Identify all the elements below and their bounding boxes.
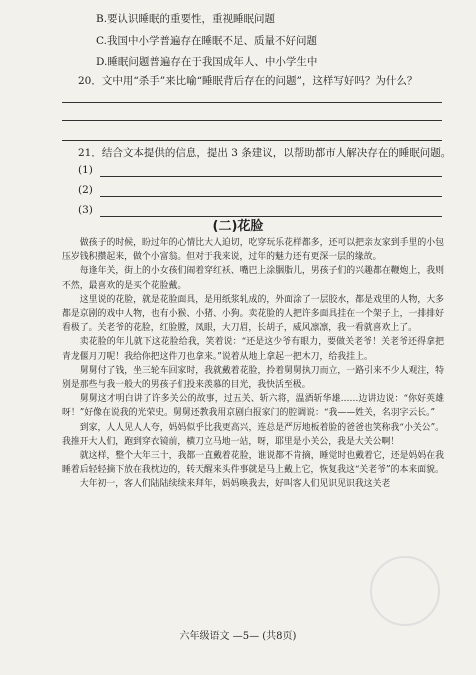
answer-line[interactable] bbox=[62, 120, 442, 121]
page-footer: 六年级语文 —5— (共8页) bbox=[179, 631, 297, 642]
paragraph: 每逢年关，街上的小女孩们闹着穿红袄、嘴巴上涂胭脂儿，男孩子们的兴趣都在鞭炮上，我则不然，最喜欢的是买个花脸戴。 bbox=[62, 266, 444, 291]
watermark-seal bbox=[370, 556, 440, 626]
answer-label-2: (2) bbox=[78, 184, 93, 196]
option-d: D.睡眠问题普遍存在于我国成年人、中小学生中 bbox=[96, 56, 318, 68]
answer-line[interactable] bbox=[100, 176, 442, 177]
paragraph: 舅舅这才明白讲了许多关公的故事，过五关、斩六将，温酒斩华雄……边讲边说：“你好英雄呀！”好像在说我的光荣史。舅舅还教我用京剧白报家门的腔调说：“我——姓关，名羽字云长。” bbox=[62, 394, 444, 419]
paragraph: 大年初一，客人们陆陆续续来拜年，妈妈唤我去，好叫客人们见识见识我这关老 bbox=[79, 479, 391, 490]
paragraph: 舅舅付了钱，坐三轮车回家时，我就戴着花脸，拎着舅舅执刀而立，一路引来不少人观注，特别是那些与我一般大的男孩子们投来羡慕的目光，我快活至极。 bbox=[62, 365, 444, 391]
answer-label-1: (1) bbox=[78, 164, 93, 176]
answer-line[interactable] bbox=[62, 102, 442, 103]
question-21: 21．结合文本提供的信息，提出 3 条建议，以帮助都市人解决存在的睡眠问题。 bbox=[78, 147, 452, 159]
paragraph: 就这样，整个大年三十，我都一直戴着花脸，谁说都不肯摘，睡觉时也戴着它，还是妈妈在我睡着后轻轻摘下放在我枕边的，转天醒来头件事就是马上戴上它，恢复我这“关老爷”的本来面貌。 bbox=[62, 451, 444, 476]
question-20: 20．文中用“杀手”来比喻“睡眠背后存在的问题”，这样写好吗？为什么？ bbox=[78, 75, 418, 87]
section-title: (二)花脸 bbox=[212, 219, 264, 234]
option-c: C.我国中小学普遍存在睡眠不足、质量不好问题 bbox=[96, 35, 317, 47]
paragraph: 做孩子的时候，盼过年的心情比大人迫切，吃穿玩乐花样都多，还可以把亲友家到手里的小包压岁钱积攒起来，做个小富翁。但对于我来说，过年的魅力还有更深一层的缘故。 bbox=[62, 238, 444, 263]
option-b: B.要认识睡眠的重要性，重视睡眠问题 bbox=[96, 13, 276, 25]
paragraph: 卖花脸的年儿就下这花脸给我，笑着说：“还是这少爷有眼力，要做关老爷！关老爷还得拿把青龙偃月刀呢！我给你把这件刀也拿来。”说着从地上拿起一把木刀，给我挂上。 bbox=[62, 337, 444, 362]
article-body bbox=[62, 236, 444, 492]
answer-line[interactable] bbox=[62, 140, 442, 141]
paragraph: 到家，人人见人人夸，妈妈似乎比我更高兴，连总是严厉地板着脸的爸爸也笑称我“小关公”。我推开大人们，跑到穿衣镜前，横刀立马地一站，呀，耶里是小关公，我是大关公啊！ bbox=[62, 422, 444, 447]
answer-line[interactable] bbox=[100, 196, 442, 197]
answer-line[interactable] bbox=[100, 216, 442, 217]
paragraph: 这里说的花脸，就是花脸面具，是用纸浆轧成的，外面涂了一层胶水，都是戏里的人物，大多都是京剧的戏中人物，也有小猴、小猪、小狗。卖花脸的人把许多面具挂在一个架子上，一排排好看极了。关老爷的花脸，红脸膛，凤眼，大刀眉，长胡子，威风凛凛，我一看就喜欢上了。 bbox=[62, 294, 444, 334]
answer-label-3: (3) bbox=[78, 204, 93, 216]
